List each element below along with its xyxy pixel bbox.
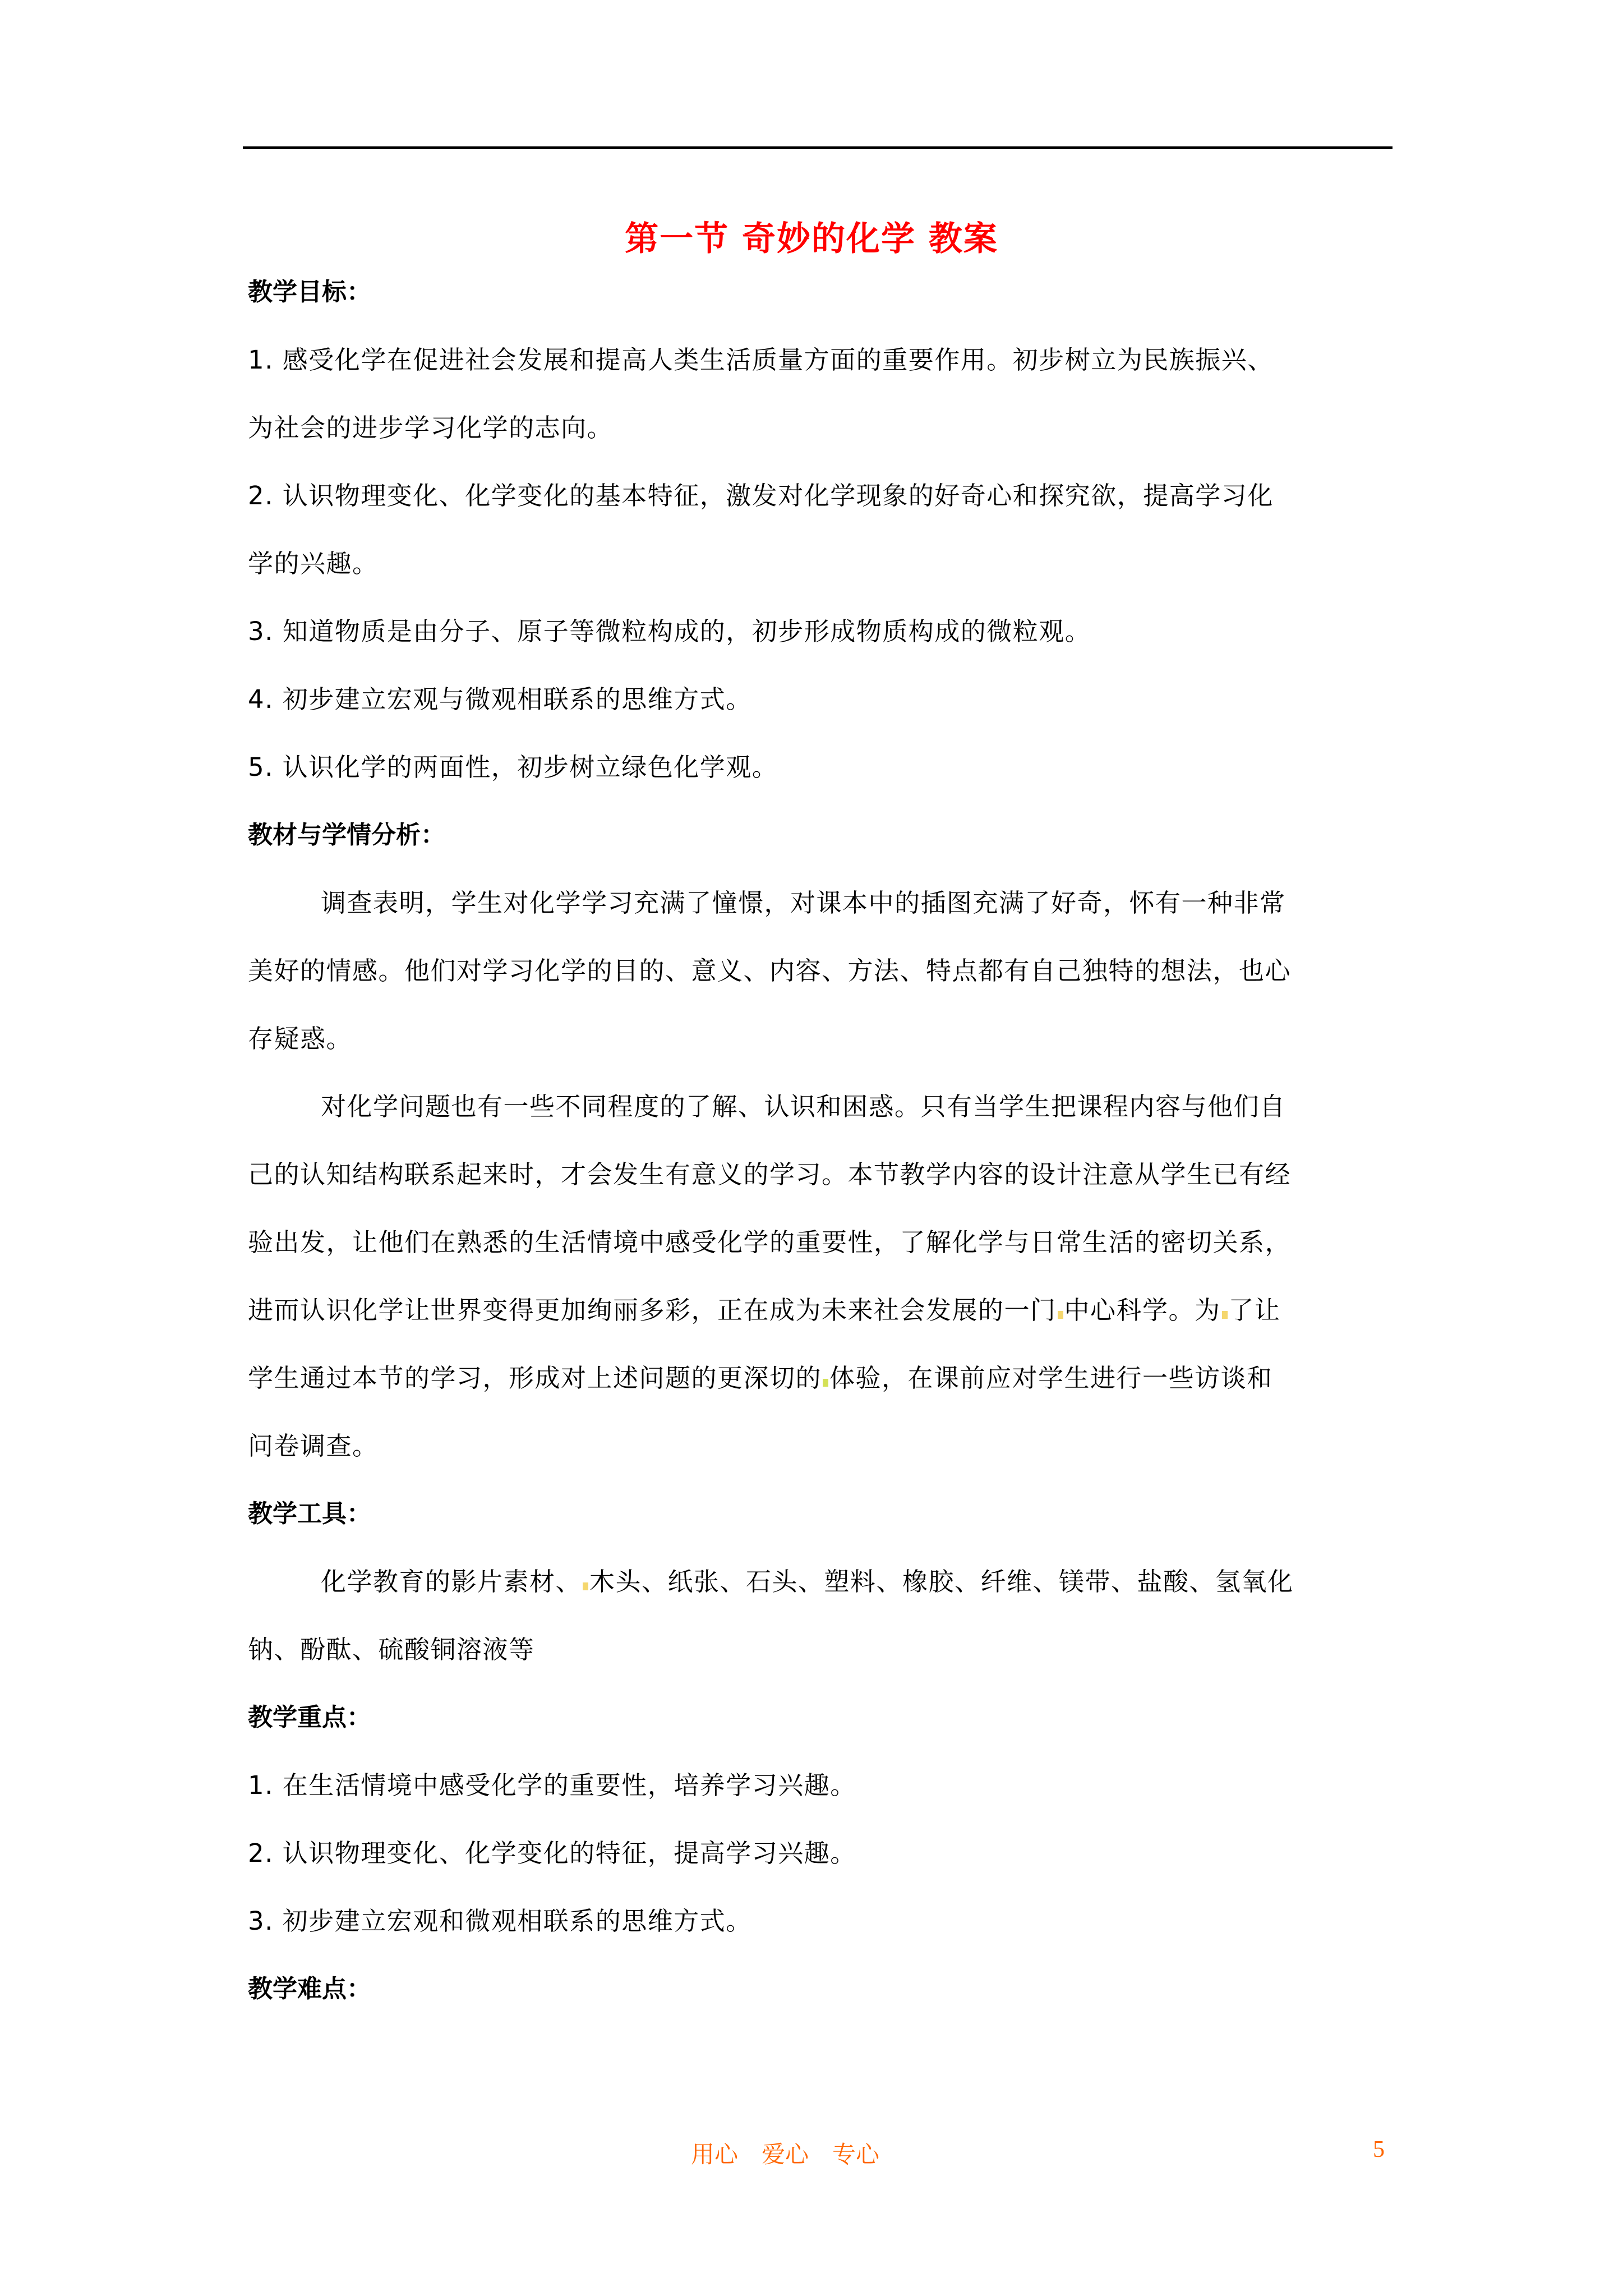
section-heading-analysis: 教材与学情分析： [248, 821, 445, 849]
document-body [248, 258, 1392, 2023]
analysis-text: 学生通过本节的学习，形成对上述问题的更深切的 [248, 1363, 822, 1393]
objective-item-4: 4. 初步建立宏观与微观相联系的思维方式。 [248, 684, 752, 714]
analysis-text: 进而认识化学让世界变得更加绚丽多彩，正在成为未来社会发展的一门 [248, 1295, 1057, 1325]
objective-item-3: 3. 知道物质是由分子、原子等微粒构成的，初步形成物质构成的微粒观。 [248, 616, 1091, 646]
watermark-speck [823, 1379, 828, 1387]
section-heading-key-points: 教学重点： [248, 1703, 371, 1732]
analysis-para2-line-5 [248, 1344, 1392, 1412]
header-rule [243, 146, 1393, 149]
analysis-text: 了让 [1228, 1295, 1281, 1325]
tools-text: 木头、纸张、石头、塑料、橡胶、纤维、镁带、盐酸、氢氧化 [589, 1567, 1294, 1596]
analysis-para2-line-1: 对化学问题也有一些不同程度的了解、认识和困惑。只有当学生把课程内容与他们自 [321, 1092, 1286, 1121]
analysis-para2-line-4 [248, 1276, 1392, 1344]
document-title: 第一节 奇妙的化学 教案 [625, 219, 998, 259]
watermark-speck [1222, 1311, 1228, 1319]
footer-motto-3: 专心 [832, 2141, 880, 2168]
analysis-para1-line-1: 调查表明，学生对化学学习充满了憧憬，对课本中的插图充满了好奇，怀有一种非常 [321, 888, 1286, 918]
key-point-1: 1. 在生活情境中感受化学的重要性，培养学习兴趣。 [248, 1770, 856, 1800]
tools-text: 化学教育的影片素材、 [321, 1567, 582, 1596]
objective-item-5: 5. 认识化学的两面性，初步树立绿色化学观。 [248, 752, 778, 782]
analysis-text: 中心科学。为 [1064, 1295, 1221, 1325]
watermark-speck [1058, 1311, 1063, 1319]
objective-item-1-line-1: 1. 感受化学在促进社会发展和提高人类生活质量方面的重要作用。初步树立为民族振兴、 [248, 345, 1274, 375]
page-number: 5 [1373, 2137, 1385, 2162]
analysis-para2-line-3: 验出发，让他们在熟悉的生活情境中感受化学的重要性，了解化学与日常生活的密切关系， [248, 1227, 1292, 1257]
footer-motto-2: 爱心 [762, 2141, 809, 2168]
analysis-text: 体验，在课前应对学生进行一些访谈和 [829, 1363, 1273, 1393]
section-heading-objectives: 教学目标： [248, 278, 371, 306]
objective-item-2-line-2: 学的兴趣。 [248, 549, 379, 578]
analysis-para2-line-2: 己的认知结构联系起来时，才会发生有意义的学习。本节教学内容的设计注意从学生已有经 [248, 1159, 1292, 1189]
analysis-para1-line-3: 存疑惑。 [248, 1024, 353, 1053]
objective-item-2-line-1: 2. 认识物理变化、化学变化的基本特征，激发对化学现象的好奇心和探究欲，提高学习化 [248, 481, 1274, 510]
section-heading-tools: 教学工具： [248, 1499, 371, 1528]
objective-item-1-line-2: 为社会的进步学习化学的志向。 [248, 413, 614, 443]
watermark-speck [583, 1582, 588, 1590]
key-point-3: 3. 初步建立宏观和微观相联系的思维方式。 [248, 1906, 752, 1936]
footer-motto [691, 2136, 903, 2170]
tools-line-2: 钠、酚酞、硫酸铜溶液等 [248, 1635, 535, 1664]
analysis-para1-line-2: 美好的情感。他们对学习化学的目的、意义、内容、方法、特点都有自己独特的想法，也心 [248, 956, 1292, 986]
key-point-2: 2. 认识物理变化、化学变化的特征，提高学习兴趣。 [248, 1838, 856, 1868]
section-heading-difficulties: 教学难点： [248, 1975, 371, 2003]
tools-line-1 [248, 1548, 1392, 1616]
analysis-para2-line-6: 问卷调查。 [248, 1431, 379, 1461]
footer-motto-1: 用心 [691, 2141, 739, 2168]
